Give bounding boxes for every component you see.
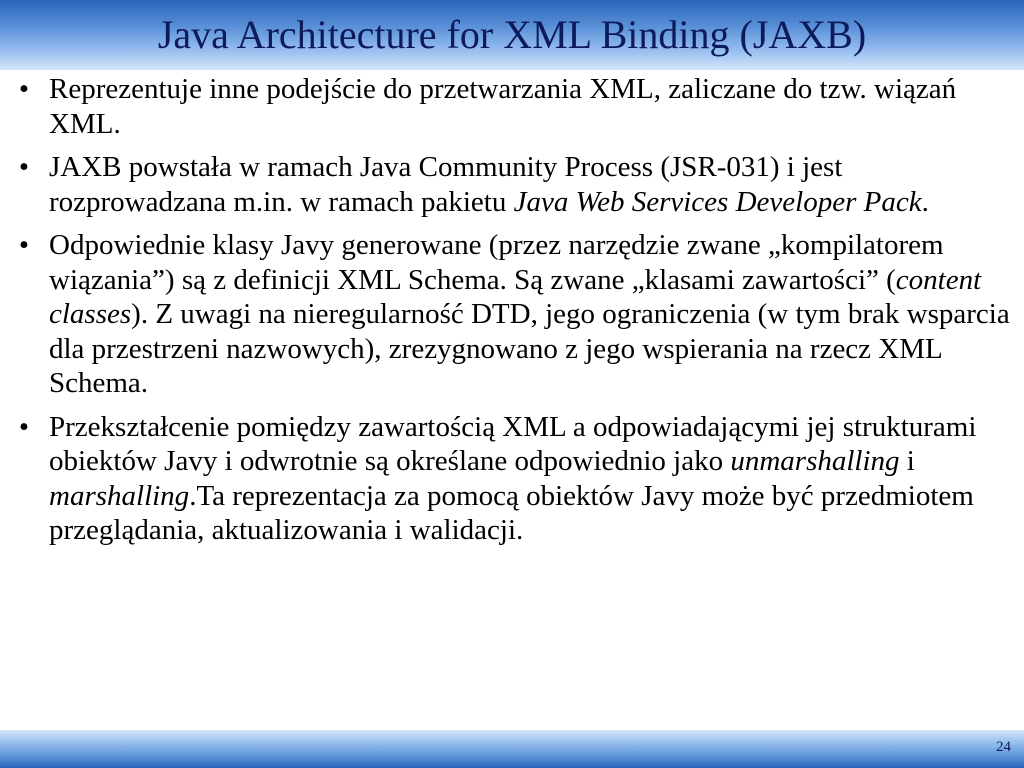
bullet-item — [14, 72, 1014, 141]
bullet-text — [49, 411, 976, 547]
text-segment: Odpowiednie klasy Javy generowane (przez narzędzie zwane „kompilatorem wiązania”) są z definicji XML Schema. Są zwane „klasami zawartości” ( — [49, 229, 944, 296]
text-segment: .Ta reprezentacja za pomocą obiektów Javy może być przedmiotem przeglądania, aktualizowania i walidacji. — [49, 479, 974, 546]
bullet-icon: • — [18, 73, 30, 105]
bullet-icon: • — [18, 410, 30, 443]
italic-text-segment: marshalling — [49, 479, 190, 512]
text-segment: JAXB powstała w ramach Java Community Process (JSR-031) i jest rozprowadzana m.in. w ramach pakietu — [49, 151, 843, 218]
bullet-item — [14, 150, 1014, 219]
bullet-text — [49, 73, 956, 140]
bullet-text — [49, 229, 1010, 399]
text-segment: . — [921, 185, 929, 218]
text-segment: ). Z uwagi na nieregularność DTD, jego ograniczenia (w tym brak wsparcia dla przestrzeni nazwowych), zrezygnowano z jego wspierania na rzecz XML Schema. — [49, 298, 1010, 399]
text-segment: Reprezentuje inne podejście do przetwarzania XML, zaliczane do tzw. wiązań XML. — [49, 73, 957, 140]
italic-text-segment: content classes — [49, 263, 982, 330]
text-segment: Przekształcenie pomiędzy zawartością XML a odpowiadającymi jej strukturami obiektów Javy i odwrotnie są określane odpowiednio jako — [49, 410, 977, 477]
bullet-icon: • — [18, 229, 30, 261]
bullet-icon: • — [18, 151, 30, 183]
bullet-item — [14, 410, 1014, 548]
italic-text-segment: Java Web Services Developer Pack — [513, 185, 922, 218]
bullet-list — [14, 72, 1014, 557]
page-number: 24 — [996, 739, 1011, 755]
bullet-item — [14, 228, 1014, 401]
footer-bar — [0, 730, 1024, 768]
italic-text-segment: unmarshalling — [730, 445, 900, 477]
text-segment: i — [899, 445, 915, 477]
slide-title: Java Architecture for XML Binding (JAXB) — [157, 12, 867, 57]
bullet-text — [49, 151, 929, 218]
